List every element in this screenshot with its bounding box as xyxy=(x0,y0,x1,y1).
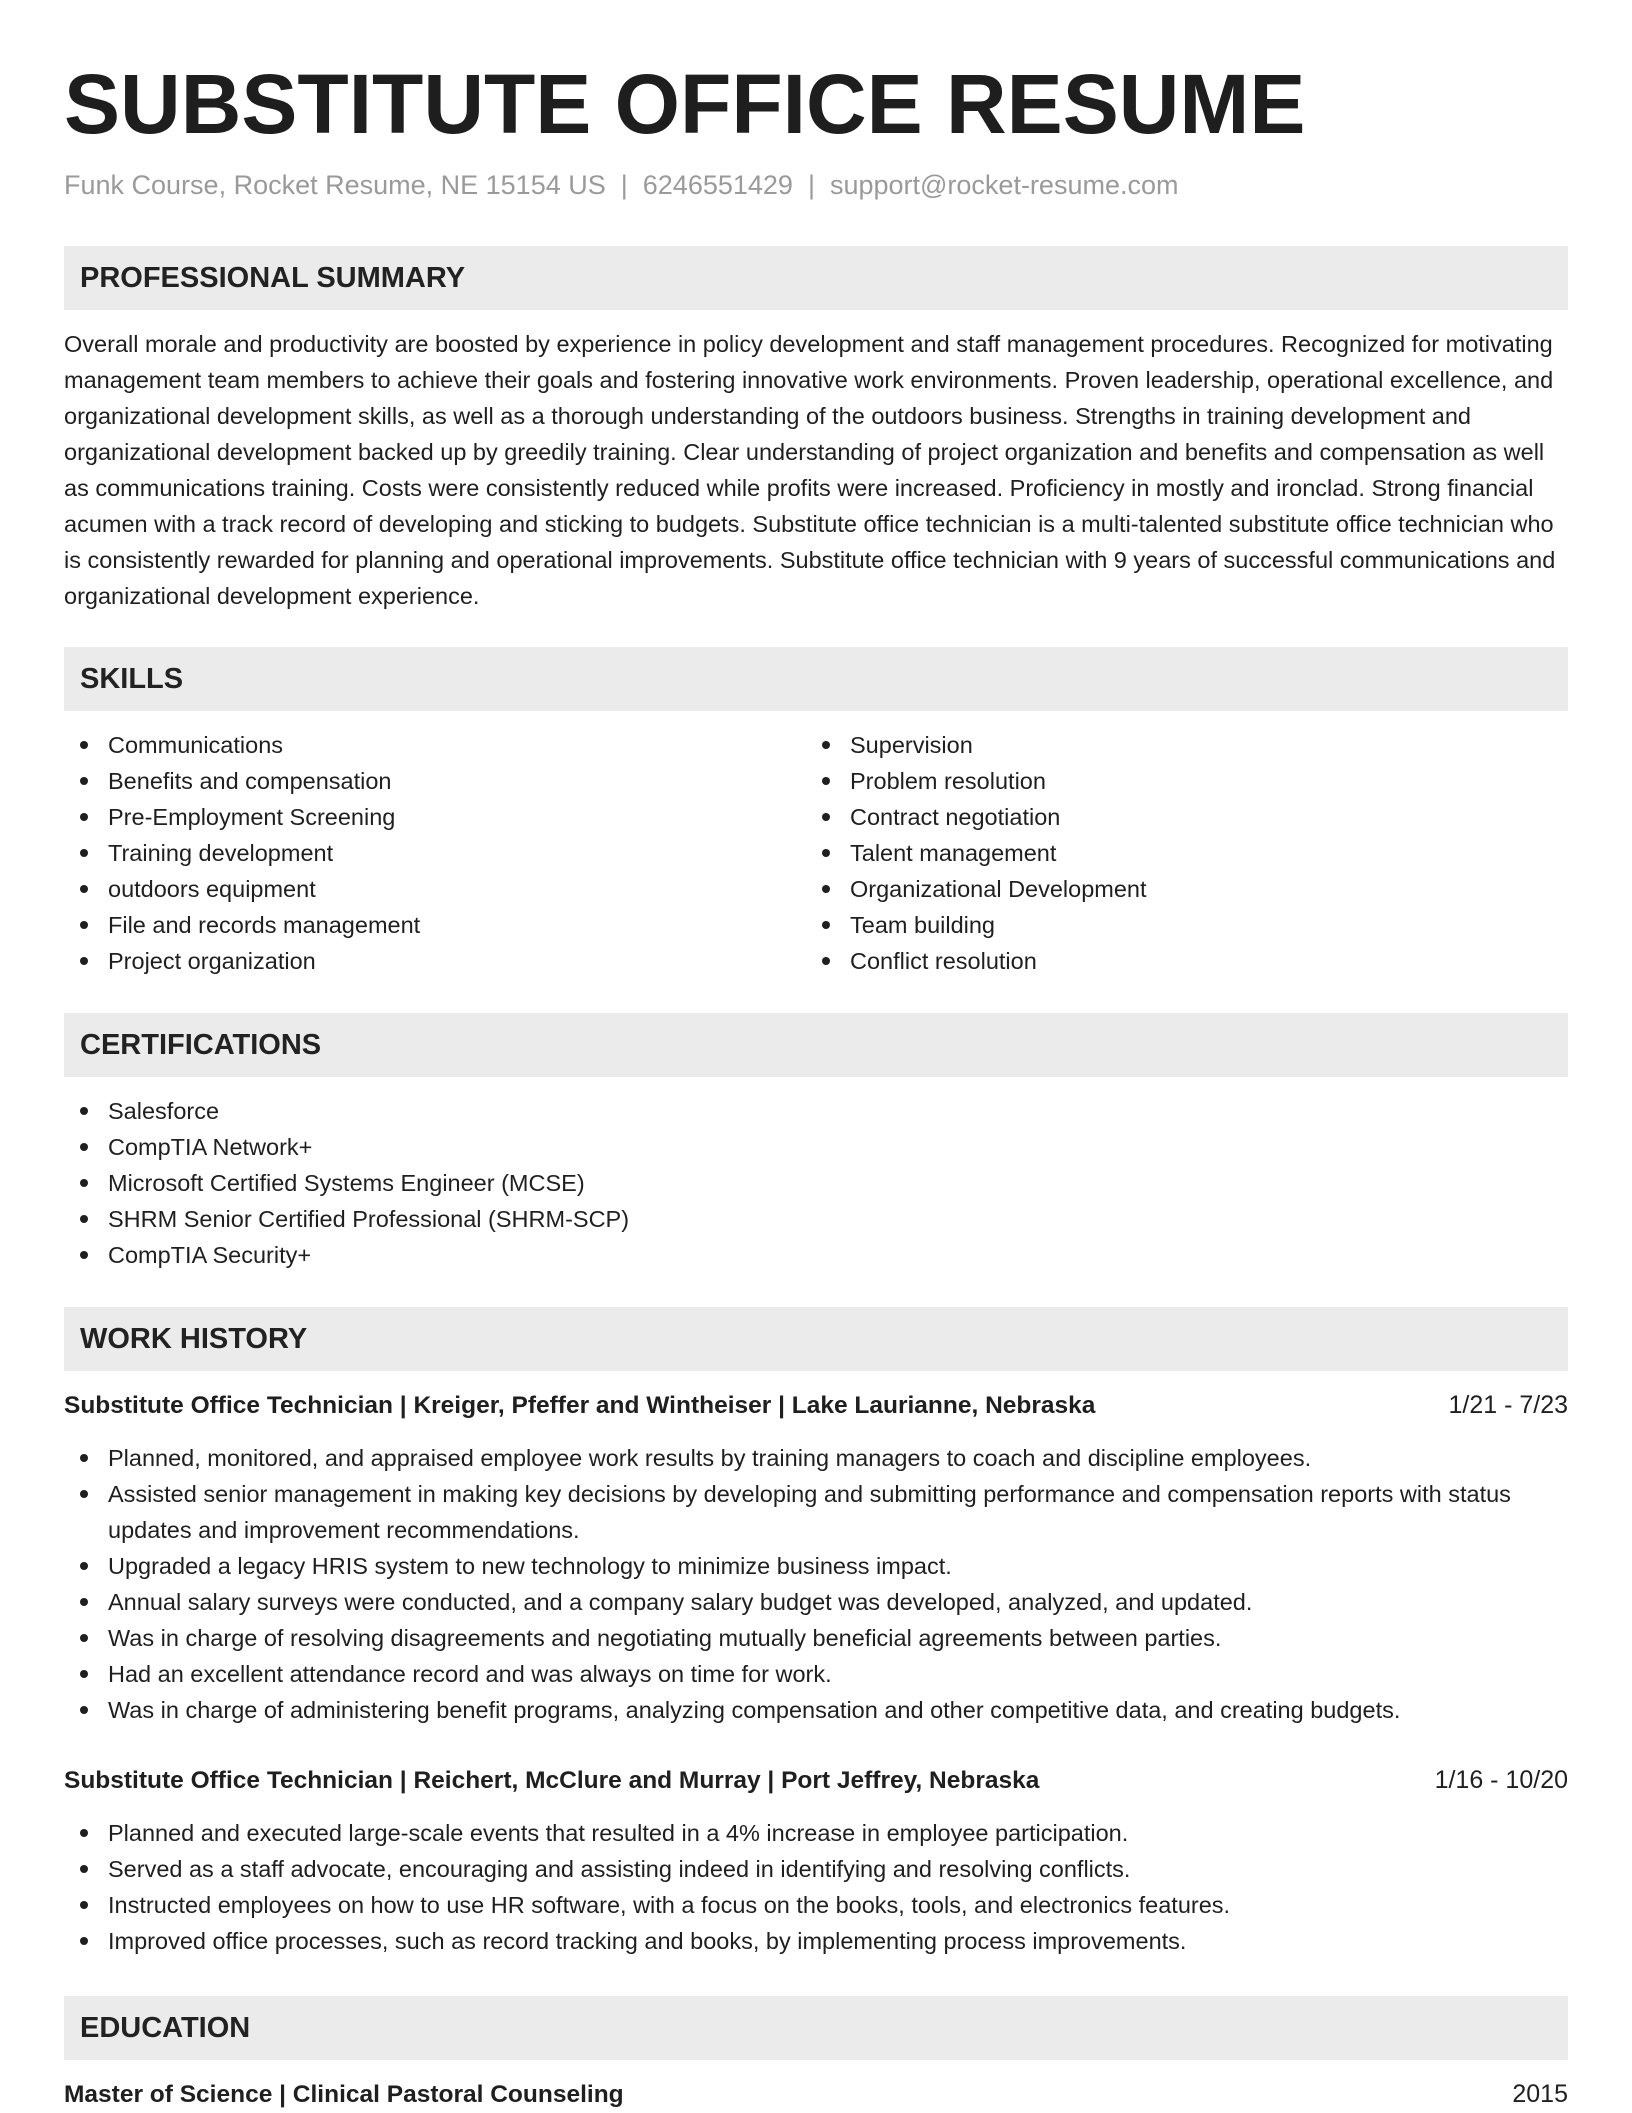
contact-address: Funk Course, Rocket Resume, NE 15154 US xyxy=(64,170,606,200)
education-section-header: EDUCATION xyxy=(64,1996,1568,2060)
certification-item: CompTIA Network+ xyxy=(64,1129,1568,1165)
skill-item: Communications xyxy=(64,727,806,763)
skill-item: Organizational Development xyxy=(806,871,1548,907)
work-history-section-header: WORK HISTORY xyxy=(64,1307,1568,1371)
skill-item: Problem resolution xyxy=(806,763,1548,799)
skills-column-right xyxy=(806,727,1548,979)
skills-section-header: SKILLS xyxy=(64,647,1568,711)
job-bullet: Had an excellent attendance record and was always on time for work. xyxy=(64,1656,1568,1692)
certification-item: CompTIA Security+ xyxy=(64,1237,1568,1273)
job-bullet: Planned, monitored, and appraised employee work results by training managers to coach and discipline employees. xyxy=(64,1440,1568,1476)
certifications-section-header: CERTIFICATIONS xyxy=(64,1013,1568,1077)
resume-title: SUBSTITUTE OFFICE RESUME xyxy=(64,57,1306,151)
job-bullet: Improved office processes, such as record tracking and books, by implementing process improvements. xyxy=(64,1923,1568,1959)
job-bullet: Annual salary surveys were conducted, and a company salary budget was developed, analyzed, and updated. xyxy=(64,1584,1568,1620)
job-dates: 1/16 - 10/20 xyxy=(1434,1766,1568,1794)
skills-column-left xyxy=(64,727,806,979)
contact-phone: 6246551429 xyxy=(642,170,793,200)
certification-item: Salesforce xyxy=(64,1093,1568,1129)
job-dates: 1/21 - 7/23 xyxy=(1448,1391,1568,1419)
job-bullets xyxy=(64,1440,1568,1728)
job-title: Substitute Office Technician | Kreiger, Pfeffer and Wintheiser | Lake Laurianne, Nebraska xyxy=(64,1392,1096,1419)
job-bullet: Was in charge of resolving disagreements and negotiating mutually beneficial agreements between parties. xyxy=(64,1620,1568,1656)
skill-item: Talent management xyxy=(806,835,1548,871)
resume-page xyxy=(64,0,1568,2113)
summary-text: Overall morale and productivity are boosted by experience in policy development and staff management procedures. Recognized for motivating management team members to achieve their goals and fostering innovative work environments. Proven leadership, operational excellence, and organizational development skills, as well as a thorough understanding of the outdoors business. Strengths in training development and organizational development backed up by greedily training. Clear understanding of project organization and benefits and compensation as well as communications training. Costs were consistently reduced while profits were increased. Proficiency in mostly and ironclad. Strong financial acumen with a track record of developing and sticking to budgets. Substitute office technician is a multi-talented substitute office technician who is consistently rewarded for planning and operational improvements. Substitute office technician with 9 years of successful communications and organizational development experience. xyxy=(64,331,1556,609)
education-entry xyxy=(64,2076,1568,2113)
skill-item: Contract negotiation xyxy=(806,799,1548,835)
contact-separator: | xyxy=(620,170,628,200)
job-bullet: Assisted senior management in making key decisions by developing and submitting performance and compensation reports with status updates and improvement recommendations. xyxy=(64,1476,1568,1548)
skills-list xyxy=(64,727,1568,979)
skill-item: Pre-Employment Screening xyxy=(64,799,806,835)
job-bullet: Upgraded a legacy HRIS system to new technology to minimize business impact. xyxy=(64,1548,1568,1584)
certifications-list xyxy=(64,1093,1568,1273)
skill-item: Training development xyxy=(64,835,806,871)
skill-item: File and records management xyxy=(64,907,806,943)
job-header xyxy=(64,1387,1568,1424)
contact-email: support@rocket-resume.com xyxy=(829,170,1179,200)
job-bullet: Served as a staff advocate, encouraging and assisting indeed in identifying and resolving conflicts. xyxy=(64,1851,1568,1887)
job-bullet: Planned and executed large-scale events that resulted in a 4% increase in employee participation. xyxy=(64,1815,1568,1851)
summary-section-header: PROFESSIONAL SUMMARY xyxy=(64,246,1568,310)
job-bullets xyxy=(64,1815,1568,1959)
education-year: 2015 xyxy=(1512,2080,1568,2108)
job-bullet: Was in charge of administering benefit programs, analyzing compensation and other competitive data, and creating budgets. xyxy=(64,1692,1568,1728)
job-bullet: Instructed employees on how to use HR software, with a focus on the books, tools, and electronics features. xyxy=(64,1887,1568,1923)
skill-item: Supervision xyxy=(806,727,1548,763)
job-entry xyxy=(64,1762,1568,1959)
contact-line xyxy=(64,168,1568,202)
certification-item: Microsoft Certified Systems Engineer (MCSE) xyxy=(64,1165,1568,1201)
skill-item: Team building xyxy=(806,907,1548,943)
skill-item: Benefits and compensation xyxy=(64,763,806,799)
certification-item: SHRM Senior Certified Professional (SHRM-SCP) xyxy=(64,1201,1568,1237)
job-header xyxy=(64,1762,1568,1799)
skill-item: outdoors equipment xyxy=(64,871,806,907)
education-degree: Master of Science | Clinical Pastoral Counseling xyxy=(64,2081,624,2108)
contact-separator: | xyxy=(807,170,815,200)
skill-item: Project organization xyxy=(64,943,806,979)
job-title: Substitute Office Technician | Reichert, McClure and Murray | Port Jeffrey, Nebraska xyxy=(64,1767,1040,1794)
skill-item: Conflict resolution xyxy=(806,943,1548,979)
job-entry xyxy=(64,1387,1568,1728)
